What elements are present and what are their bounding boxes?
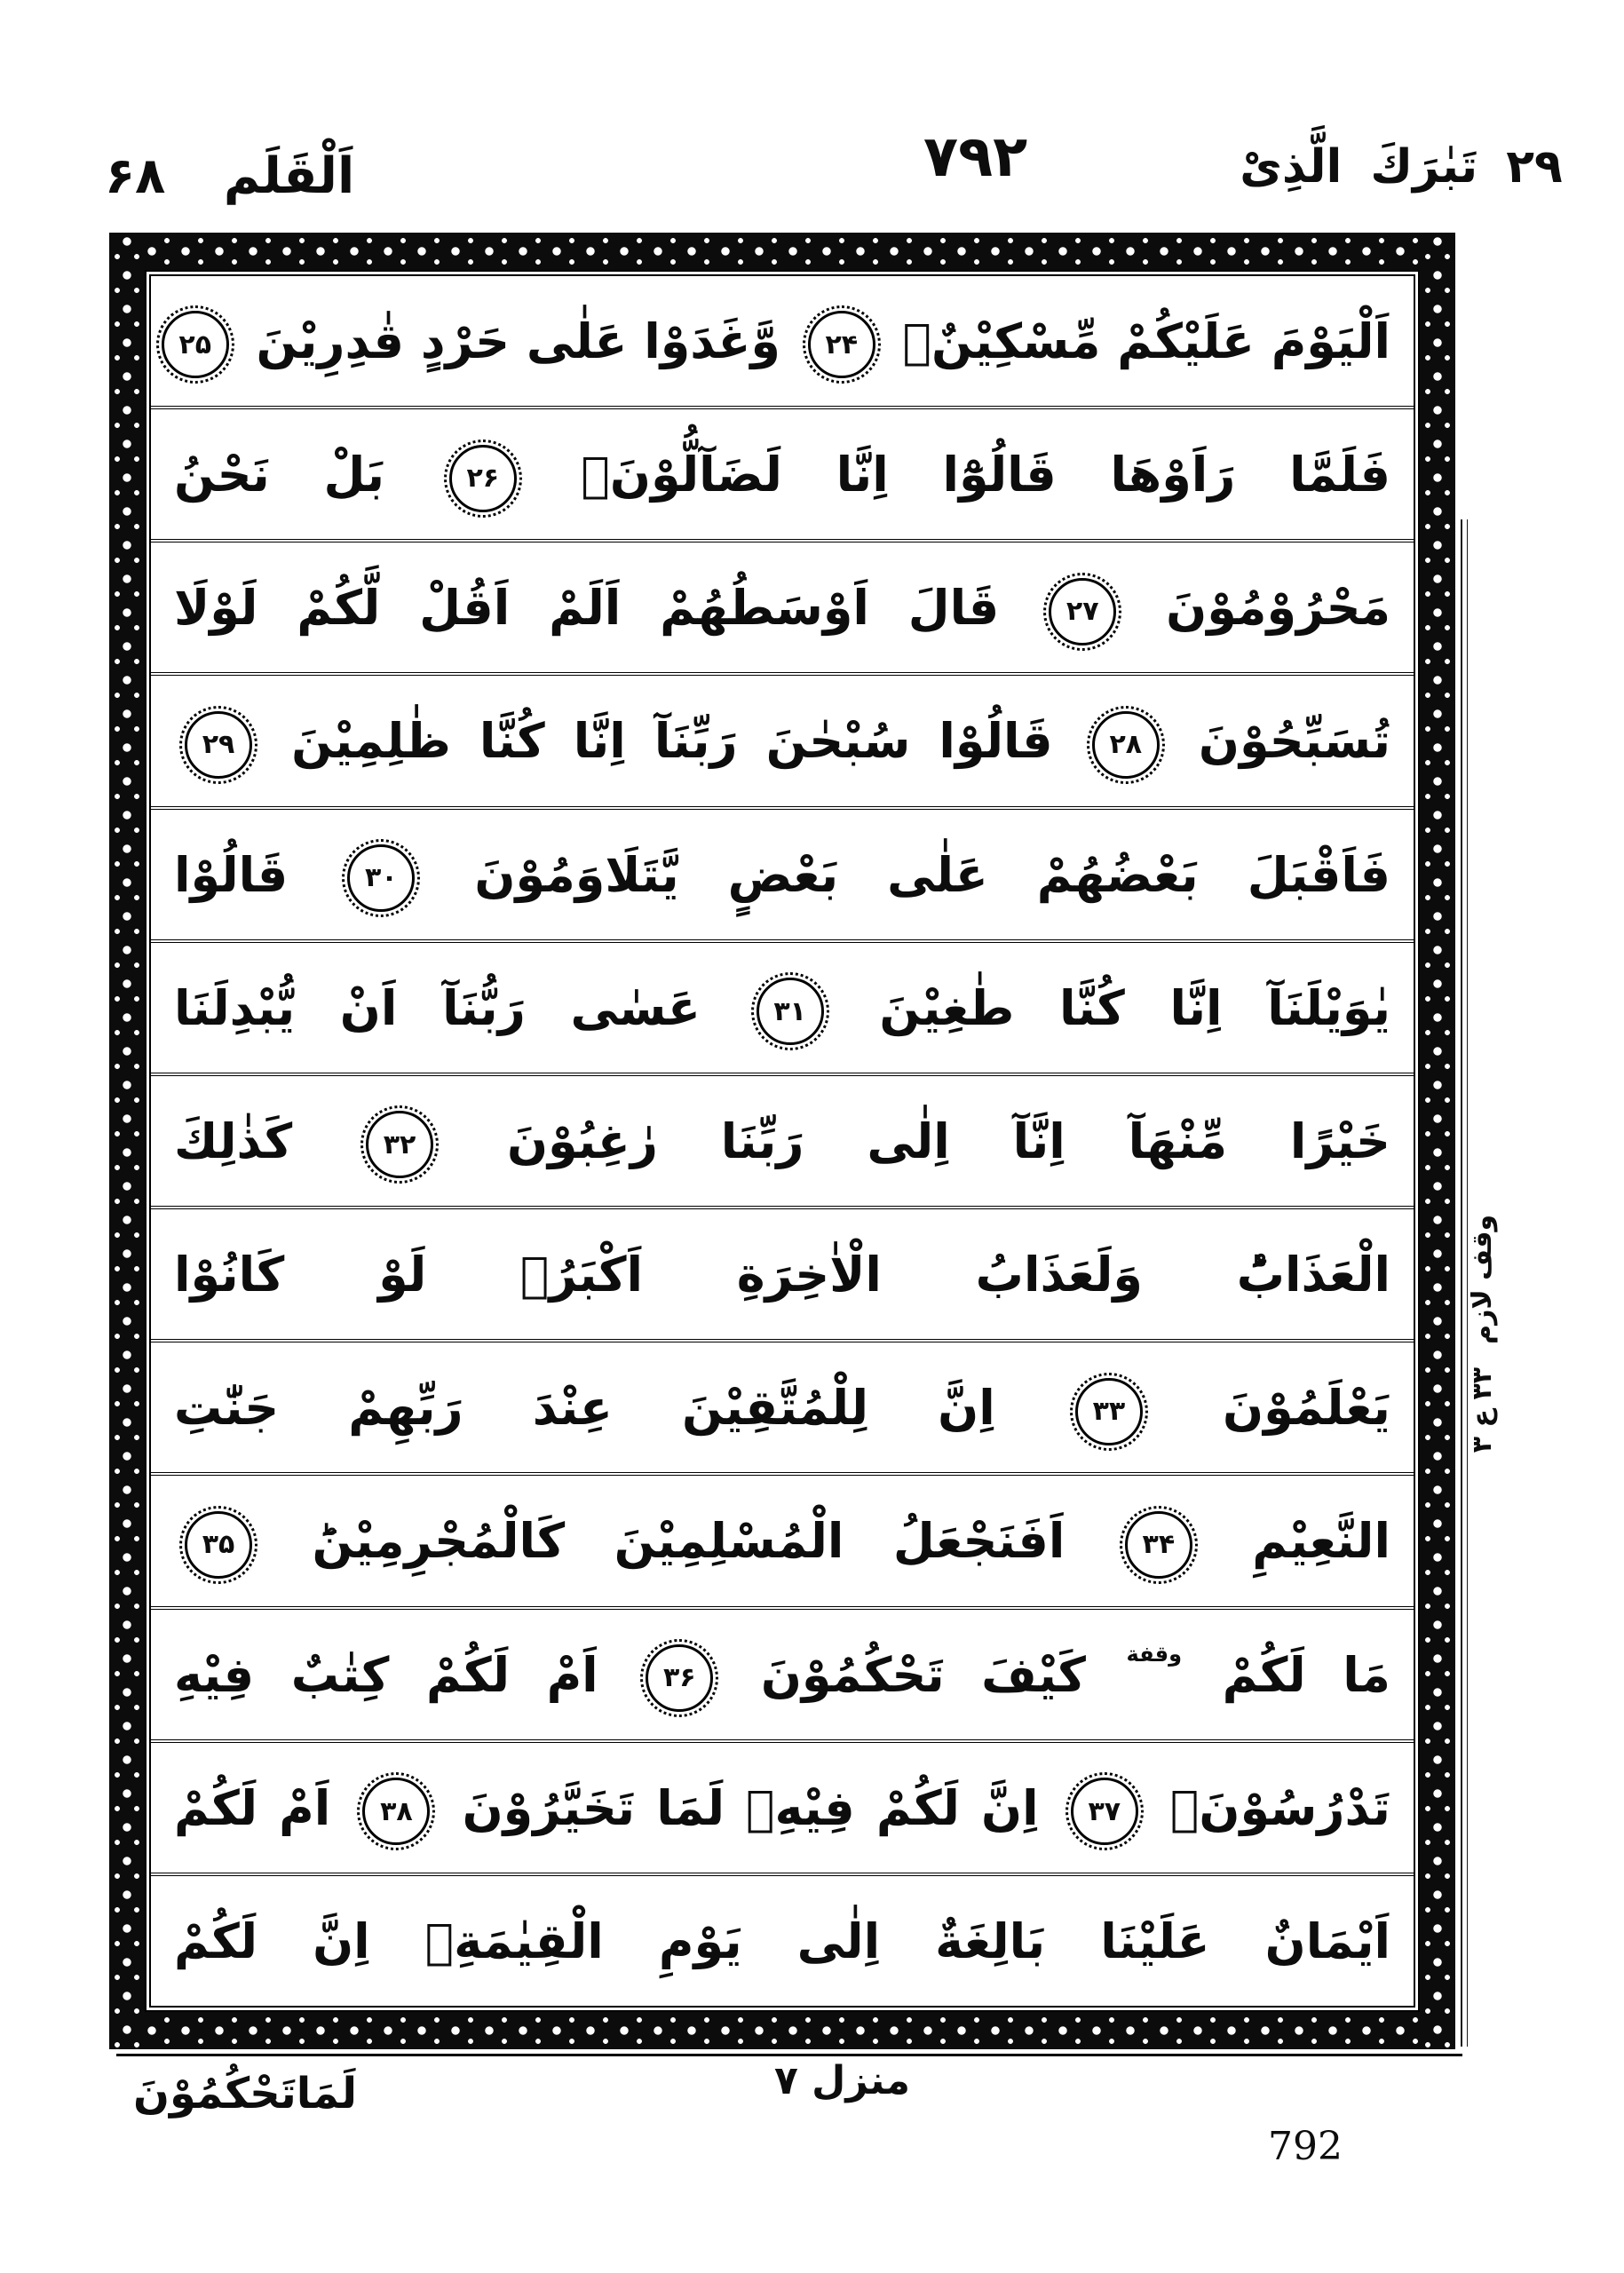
ornamental-border-right	[1420, 233, 1455, 2049]
ayah-number: ۲۴	[825, 329, 859, 360]
ayah-text: اَلْيَوْمَ عَلَيْكُمْ مِّسْكِيْنٌۙ	[902, 313, 1390, 369]
ayah-marker	[808, 311, 875, 378]
margin-stop-note	[1467, 1138, 1502, 1529]
ayah-text: الْعَذَابُؕ وَلَعَذَابُ الْاٰخِرَةِ اَكْبَرُۘ لَوْ كَانُوْا	[174, 1247, 1390, 1303]
ayah-text: قَالُوْا	[174, 846, 289, 903]
stop-note: وقفة	[1126, 1641, 1183, 1667]
quran-line	[151, 1476, 1414, 1609]
ayah-number: ۳۵	[202, 1529, 235, 1561]
quran-line	[151, 543, 1414, 676]
ayah-text: قَالَ اَوْسَطُهُمْ اَلَمْ اَقُلْ لَّكُمْ لَوْلَا	[174, 580, 1000, 637]
ayah-number: ۳۷	[1088, 1795, 1121, 1827]
quran-line	[151, 409, 1414, 543]
ayah-number: ۲۹	[202, 729, 235, 761]
ayah-number: ۳۰	[365, 862, 398, 894]
quran-lines	[145, 270, 1420, 2012]
quran-line	[151, 943, 1414, 1076]
ayah-marker	[162, 311, 229, 378]
ayah-marker	[1125, 1511, 1192, 1579]
frame-shadow-line	[116, 2054, 1462, 2056]
ayah-marker	[1049, 578, 1116, 645]
ayah-text: اَمْ لَكُمْ	[174, 1779, 331, 1836]
ayah-text: مَا لَكُمْ	[1222, 1646, 1390, 1703]
footer-catchword: لَمَاتَحْكُمُوْنَ	[133, 2069, 357, 2119]
ayah-text: اَفَنَجْعَلُ الْمُسْلِمِيْنَ كَالْمُجْرِمِيْنَؕ	[312, 1513, 1066, 1570]
quran-line	[151, 676, 1414, 809]
ayah-marker	[347, 844, 415, 912]
ayah-text: فَاَقْبَلَ بَعْضُهُمْ عَلٰى بَعْضٍ يَّتَلَاوَمُوْنَ	[474, 846, 1390, 903]
ayah-marker	[185, 1511, 252, 1579]
ayah-text: اَمْ لَكُمْ كِتٰبٌ فِيْهِ	[174, 1646, 598, 1703]
ayah-text: النَّعِيْمِ	[1252, 1513, 1390, 1570]
ayah-number: ۳۴	[1142, 1529, 1176, 1561]
ayah-text: قَالُوْا سُبْحٰنَ رَبِّنَآ اِنَّا كُنَّا ظٰلِمِيْنَ	[291, 713, 1053, 770]
ayah-text: اِنَّ لَكُمْ فِيْهِۚ لَمَا تَخَيَّرُوْنَ	[462, 1779, 1039, 1836]
ayah-number: ۳۲	[383, 1129, 416, 1160]
ayah-marker	[1092, 711, 1160, 779]
ayah-number: ۲۸	[1109, 729, 1143, 761]
ayah-text: بَلْ نَحْنُ	[174, 447, 385, 503]
margin-ruku-label: ۳۳ ع ۳	[1467, 1366, 1498, 1453]
quran-line	[151, 1209, 1414, 1342]
ayah-marker	[449, 445, 517, 512]
quran-line	[151, 1610, 1414, 1743]
ayah-marker	[366, 1111, 433, 1178]
ayah-text: خَيْرًا مِّنْهَآ اِنَّآ اِلٰى رَبِّنَا رٰغِبُوْنَ	[506, 1113, 1390, 1169]
ayah-text: عَسٰى رَبُّنَآ اَنْ يُّبْدِلَنَا	[174, 979, 701, 1036]
ayah-number: ۳۶	[662, 1662, 696, 1694]
quran-line	[151, 1076, 1414, 1209]
margin-stop-label: وقف لازم	[1467, 1214, 1498, 1344]
ayah-text: تَدْرُسُوْنَۙ	[1169, 1779, 1390, 1836]
ayah-marker	[757, 978, 824, 1045]
ayah-marker	[1071, 1778, 1138, 1845]
juz-title-label: ۲۹ تَبٰرَكَ الَّذِیْ	[1240, 140, 1563, 194]
ayah-number: ۳۸	[380, 1795, 413, 1827]
ayah-text: فَلَمَّا رَاَوْهَا قَالُوْٓا اِنَّا لَضَآلُّوْنَۙ	[581, 447, 1390, 503]
ornamental-border-left	[109, 233, 145, 2049]
footer-manzil-label: منزل ۷	[774, 2058, 910, 2103]
ayah-text: يٰوَيْلَنَآ اِنَّا كُنَّا طٰغِيْنَ	[879, 979, 1390, 1036]
ayah-text: كَذٰلِكَ	[174, 1113, 293, 1169]
quran-line	[151, 1743, 1414, 1876]
quran-line	[151, 1876, 1414, 2006]
page-number-arabic: ۷۹۲	[923, 124, 1028, 190]
ayah-text: وَّغَدَوْا عَلٰى حَرْدٍ قٰدِرِيْنَ	[256, 313, 780, 369]
ayah-number: ۲۶	[466, 463, 500, 495]
ayah-text: اَيْمَانٌ عَلَيْنَا بَالِغَةٌ اِلٰى يَوْمِ الْقِيٰمَةِۙ اِنَّ لَكُمْ	[174, 1913, 1390, 1969]
ayah-number: ۳۱	[773, 995, 806, 1027]
ayah-text: كَيْفَ تَحْكُمُوْنَ	[760, 1646, 1086, 1703]
quran-text-frame	[109, 233, 1455, 2049]
quran-line	[151, 1342, 1414, 1476]
ayah-number: ۳۳	[1092, 1396, 1126, 1428]
ayah-marker	[185, 711, 252, 779]
quran-line	[151, 276, 1414, 409]
ayah-marker	[1075, 1378, 1143, 1445]
ayah-number: ۲۵	[178, 329, 212, 360]
ornamental-border-bottom	[109, 2012, 1455, 2049]
ornamental-border-top	[109, 233, 1455, 270]
ayah-text: يَعْلَمُوْنَ	[1223, 1380, 1390, 1437]
quran-line	[151, 810, 1414, 943]
ayah-number: ۲۷	[1066, 596, 1099, 628]
ayah-text: مَحْرُوْمُوْنَ	[1166, 580, 1390, 637]
surah-title-label: اَلْقَلَم ۶۸	[105, 147, 355, 205]
ayah-marker	[362, 1778, 430, 1845]
footer-page-number: 792	[1268, 2124, 1343, 2169]
ayah-text: اِنَّ لِلْمُتَّقِيْنَ عِنْدَ رَبِّهِمْ جَنّٰتِ	[174, 1380, 995, 1437]
ayah-marker	[646, 1644, 713, 1712]
ayah-text: تُسَبِّحُوْنَ	[1198, 713, 1390, 770]
